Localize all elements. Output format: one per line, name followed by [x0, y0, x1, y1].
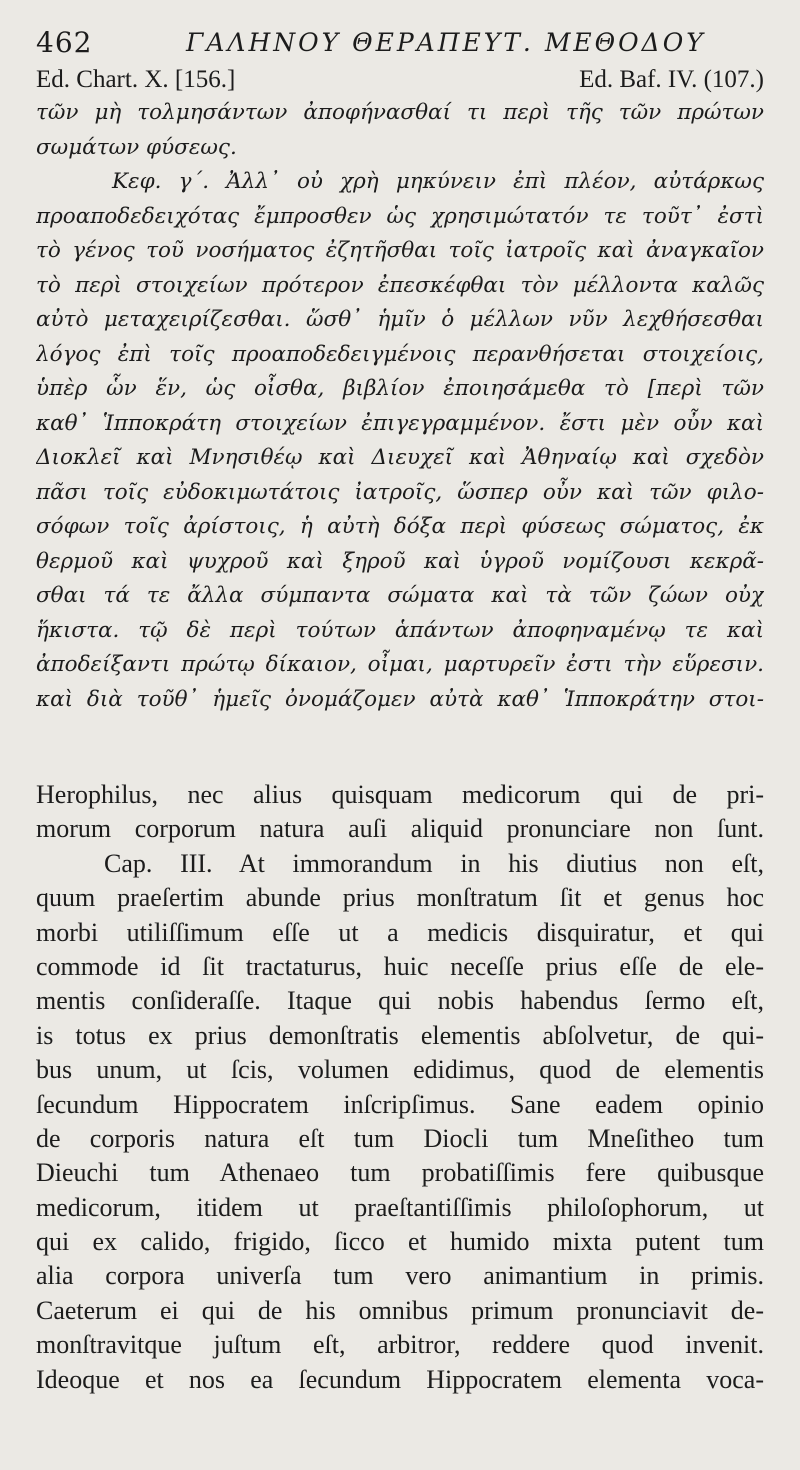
- greek-line: καθ᾽ Ἱπποκράτη στοιχείων ἐπιγεγραμμένον. ἔστι μὲν οὖν καὶ: [36, 410, 764, 436]
- latin-line: morbi utiliſſimum eſſe ut a medicis disquiratur, et qui: [36, 917, 764, 947]
- latin-line: mentis conſideraſſe. Itaque qui nobis habendus ſermo eſt,: [36, 986, 764, 1016]
- greek-line: τῶν μὴ τολμησάντων ἀποφήνασθαί τι περὶ τῆς τῶν πρώτων: [36, 100, 764, 125]
- greek-line: λόγος ἐπὶ τοῖς προαποδεδειγμένοις περανθήσεται στοιχείοις,: [36, 341, 764, 367]
- greek-text-block: [36, 96, 764, 717]
- edition-line: [36, 66, 764, 100]
- greek-line: πᾶσι τοῖς εὐδοκιμωτάτοις ἰατροῖς, ὥσπερ οὖν καὶ τῶν φιλο-: [36, 479, 764, 505]
- greek-line: σθαι τά τε ἄλλα σύμπαντα σώματα καὶ τὰ τῶν ζώων οὐχ: [36, 583, 764, 608]
- edition-chartier: Ed. Chart. X. [156.]: [36, 66, 236, 93]
- latin-text-block: [36, 778, 764, 1397]
- greek-line: τὸ περὶ στοιχείων πρότερον ἐπεσκέφθαι τὸν μέλλοντα καλῶς: [36, 272, 764, 298]
- greek-line: καὶ διὰ τοῦθ᾽ ἡμεῖς ὀνομάζομεν αὐτὰ καθ᾽ Ἱπποκράτην στοι-: [36, 686, 764, 712]
- latin-line: commode id ſit tractaturus, huic neceſſe prius eſſe de ele-: [36, 951, 764, 981]
- latin-line: medicorum, itidem ut praeſtantiſſimis philoſophorum, ut: [36, 1192, 764, 1222]
- latin-line: is totus ex prius demonſtratis elementis abſolvetur, de qui-: [36, 1020, 764, 1050]
- latin-line: alia corpora univerſa tum vero animantium in primis.: [36, 1261, 764, 1291]
- greek-line: Διοκλεῖ καὶ Μνησιθέῳ καὶ Διευχεῖ καὶ Ἀθηναίῳ καὶ σχεδὸν: [36, 445, 764, 470]
- latin-line: Cap. III. At immorandum in his diutius non eſt,: [104, 848, 764, 878]
- latin-line: morum corporum natura auſi aliquid pronunciare non ſunt.: [36, 814, 764, 844]
- edition-basel: Ed. Baf. IV. (107.): [579, 66, 764, 93]
- greek-line: προαποδεδειχότας ἔμπροσθεν ὡς χρησιμώτατόν τε τοῦτ᾽ ἐστὶ: [36, 203, 764, 229]
- latin-line: Caeterum ei qui de his omnibus primum pronunciavit de-: [36, 1295, 764, 1325]
- greek-line: θερμοῦ καὶ ψυχροῦ καὶ ξηροῦ καὶ ὑγροῦ νομίζουσι κεκρᾶ-: [36, 548, 764, 574]
- latin-line: qui ex calido, frigido, ſicco et humido mixta putent tum: [36, 1227, 764, 1257]
- greek-line: σόφων τοῖς ἀρίστοις, ἡ αὐτὴ δόξα περὶ φύσεως σώματος, ἐκ: [36, 514, 764, 539]
- greek-line: σωμάτων φύσεως.: [36, 134, 237, 160]
- latin-line: bus unum, ut ſcis, volumen edidimus, quod de elementis: [36, 1055, 764, 1085]
- latin-line: Ideoque et nos ea ſecundum Hippocratem elementa voca-: [36, 1364, 764, 1394]
- page-header: [36, 22, 766, 62]
- latin-line: de corporis natura eſt tum Diocli tum Mneſitheo tum: [36, 1123, 764, 1153]
- latin-line: Herophilus, nec alius quisquam medicorum qui de pri-: [36, 780, 764, 809]
- latin-line: ſecundum Hippocratem inſcripſimus. Sane eadem opinio: [36, 1089, 764, 1119]
- greek-line: τὸ γένος τοῦ νοσήματος ἐζητῆσθαι τοῖς ἰατροῖς καὶ ἀναγκαῖον: [36, 238, 764, 263]
- greek-line: ἥκιστα. τῷ δὲ περὶ τούτων ἁπάντων ἀποφηναμένῳ τε καὶ: [36, 617, 764, 643]
- latin-line: quum praeſertim abunde prius monſtratum ſit et genus hoc: [36, 883, 764, 913]
- running-title: ΓΑΛΗΝΟΥ ΘΕΡΑΠΕΥΤ. ΜΕΘΟΔΟΥ: [186, 28, 706, 57]
- greek-line: αὐτὸ μεταχειρίζεσθαι. ὥσθ᾽ ἡμῖν ὁ μέλλων νῦν λεχθήσεσθαι: [36, 307, 764, 332]
- latin-line: monſtravitque juſtum eſt, arbitror, reddere quod invenit.: [36, 1330, 764, 1360]
- greek-line: Κεφ. γ΄. Ἀλλ᾽ οὐ χρὴ μηκύνειν ἐπὶ πλέον, αὐτάρκως: [112, 169, 764, 194]
- greek-line: ὑπὲρ ὧν ἕν, ὡς οἶσθα, βιβλίον ἐποιησάμεθα τὸ [περὶ τῶν: [36, 376, 764, 401]
- page-number: 462: [36, 26, 93, 59]
- greek-line: ἀποδείξαντι πρώτῳ δίκαιον, οἶμαι, μαρτυρεῖν ἐστι τὴν εὕρεσιν.: [36, 652, 764, 677]
- latin-line: Dieuchi tum Athenaeo tum probatiſſimis fere quibusque: [36, 1158, 764, 1188]
